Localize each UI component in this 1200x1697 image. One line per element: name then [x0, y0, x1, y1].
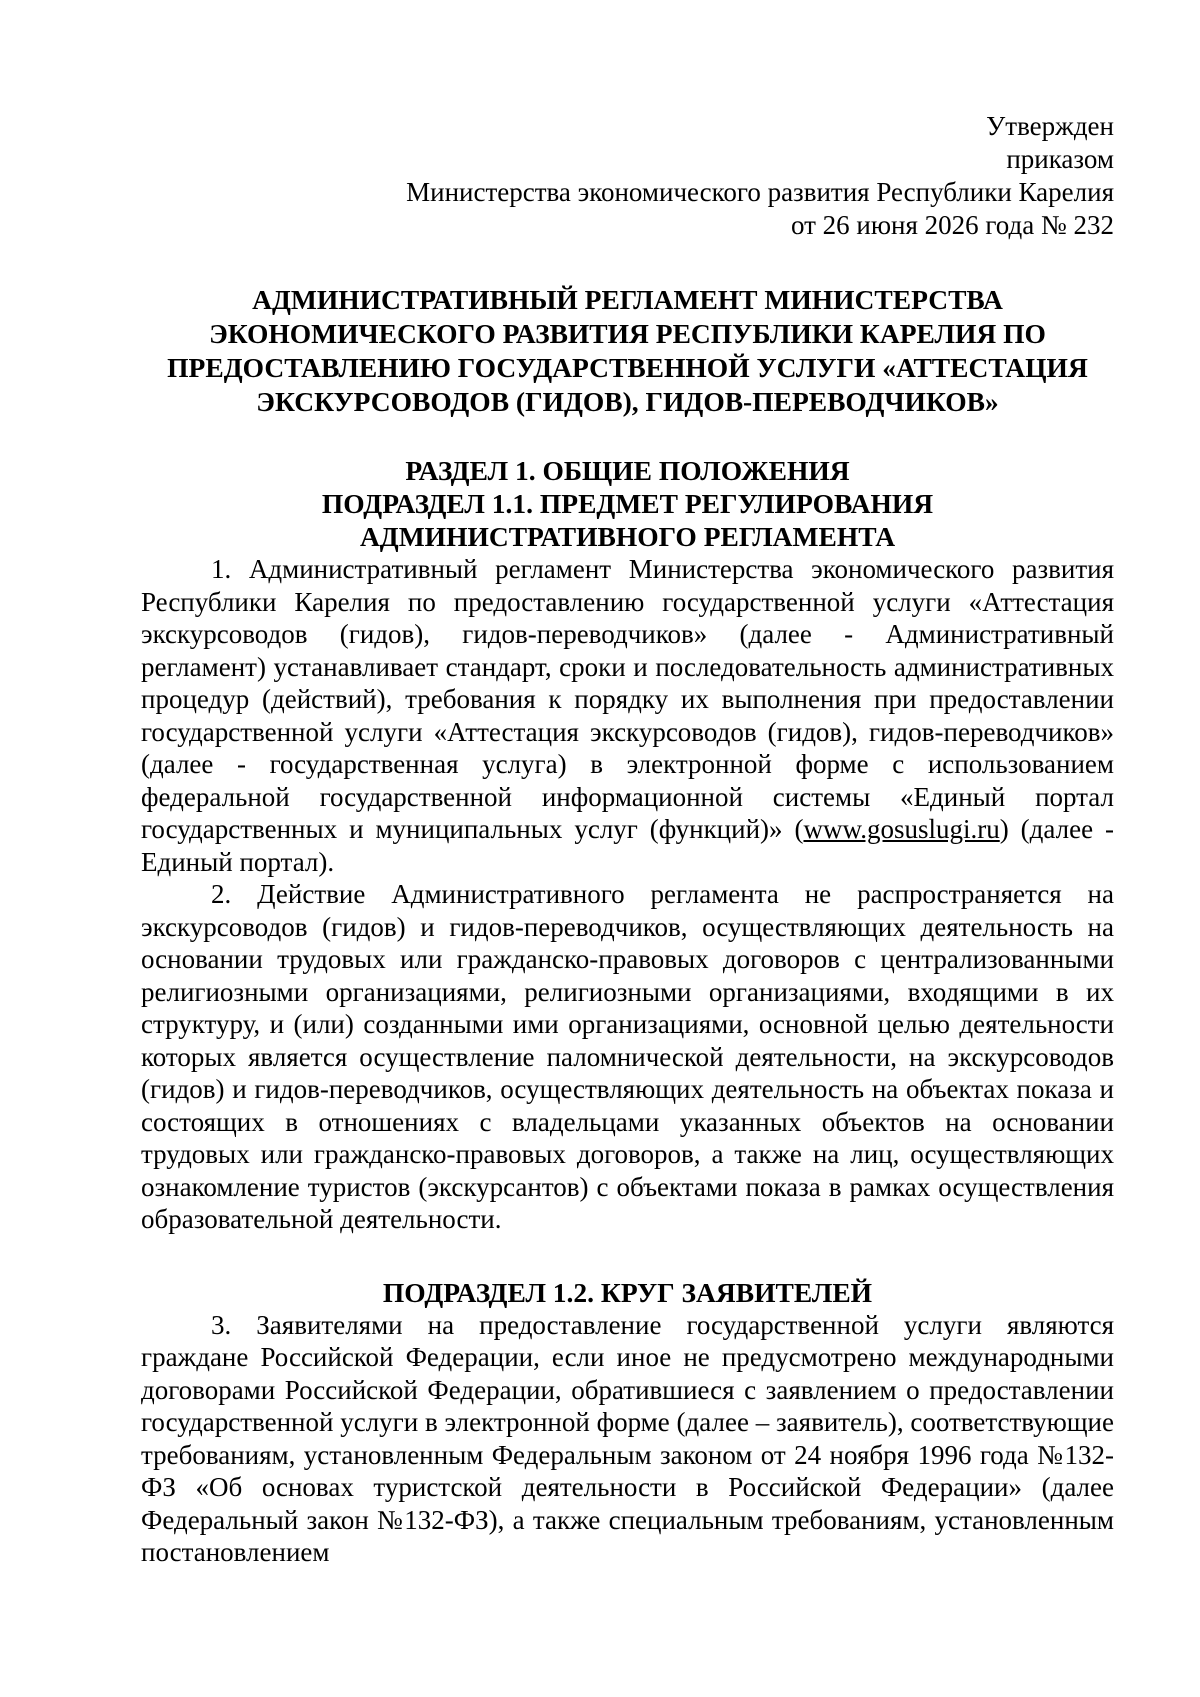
- paragraph-text: 1. Административный регламент Министерства экономического развития Республики Карелия по предоставлению государственной услуги «Аттестация экскурсоводов (гидов), гидов-переводчиков» (далее - Административный регламент) устанавливает стандарт, сроки и последовательность административных процедур (действий), требования к порядку их выполнения при предоставлении государственной услуги «Аттестация экскурсоводов (гидов), гидов-переводчиков» (далее - государственная услуга) в электронной форме с использованием федеральной государственной информационной системы «Единый портал государственных и муниципальных услуг (функций)» (: [141, 554, 1114, 844]
- document-title: [141, 283, 1114, 419]
- section-heading: РАЗДЕЛ 1. ОБЩИЕ ПОЛОЖЕНИЯ: [405, 455, 850, 486]
- subsection-heading: ПОДРАЗДЕЛ 1.2. КРУГ ЗАЯВИТЕЛЕЙ: [382, 1276, 873, 1308]
- approval-block: [141, 110, 1114, 242]
- paragraph-3: 3. Заявителями на предоставление государственной услуги являются граждане Российской Федерации, если иное не предусмотрено международными договорами Российской Федерации, обратившиеся с заявлением о предоставлении государственной услуги в электронной форме (далее – заявитель), соответствующие требованиям, установленным Федеральным законом от 24 ноября 1996 года №132-ФЗ «Об основах туристской деятельности в Российской Федерации» (далее Федеральный закон №132-ФЗ), а также специальным требованиям, установленным постановлением: [141, 1309, 1114, 1567]
- paragraph-text: ) (далее - Единый портал).: [141, 814, 1114, 877]
- title-line: ПРЕДОСТАВЛЕНИЮ ГОСУДАРСТВЕННОЙ УСЛУГИ «АТТЕСТАЦИЯ: [167, 352, 1088, 383]
- approval-line: Министерства экономического развития Республики Карелия: [406, 177, 1114, 207]
- subsection-1-2-heading-block: [141, 1276, 1114, 1309]
- subsection-heading: АДМИНИСТРАТИВНОГО РЕГЛАМЕНТА: [359, 521, 896, 552]
- paragraph-2: 2. Действие Административного регламента не распространяется на экскурсоводов (гидов) и гидов-переводчиков, осуществляющих деятельность на основании трудовых или гражданско-правовых договоров с централизованными религиозными организациями, религиозными организациями, входящими в их структуру, и (или) созданными ими организациями, основной целью деятельности которых является осуществление паломнической деятельности, на экскурсоводов (гидов) и гидов-переводчиков, осуществляющих деятельность на объектах показа и состоящих в отношениях с владельцами указанных объектов на основании трудовых или гражданско-правовых договоров, а также на лиц, осуществляющих ознакомление туристов (экскурсантов) с объектами показа в рамках осуществления образовательной деятельности.: [141, 879, 1114, 1234]
- paragraph-1: [141, 553, 1114, 878]
- subsection-heading: ПОДРАЗДЕЛ 1.1. ПРЕДМЕТ РЕГУЛИРОВАНИЯ: [321, 488, 934, 519]
- title-line: АДМИНИСТРАТИВНЫЙ РЕГЛАМЕНТ МИНИСТЕРСТВА: [252, 284, 1003, 315]
- gosuslugi-link[interactable]: www.gosuslugi.ru: [803, 814, 1000, 844]
- approval-line: Утвержден: [986, 111, 1114, 141]
- section-1-heading-block: [141, 454, 1114, 553]
- title-line: ЭКОНОМИЧЕСКОГО РАЗВИТИЯ РЕСПУБЛИКИ КАРЕЛИЯ ПО: [209, 318, 1046, 349]
- approval-line: приказом: [1006, 144, 1114, 174]
- title-line: ЭКСКУРСОВОДОВ (ГИДОВ), ГИДОВ-ПЕРЕВОДЧИКОВ»: [256, 386, 999, 417]
- approval-date: от 26 июня 2026 года № 232: [790, 210, 1114, 240]
